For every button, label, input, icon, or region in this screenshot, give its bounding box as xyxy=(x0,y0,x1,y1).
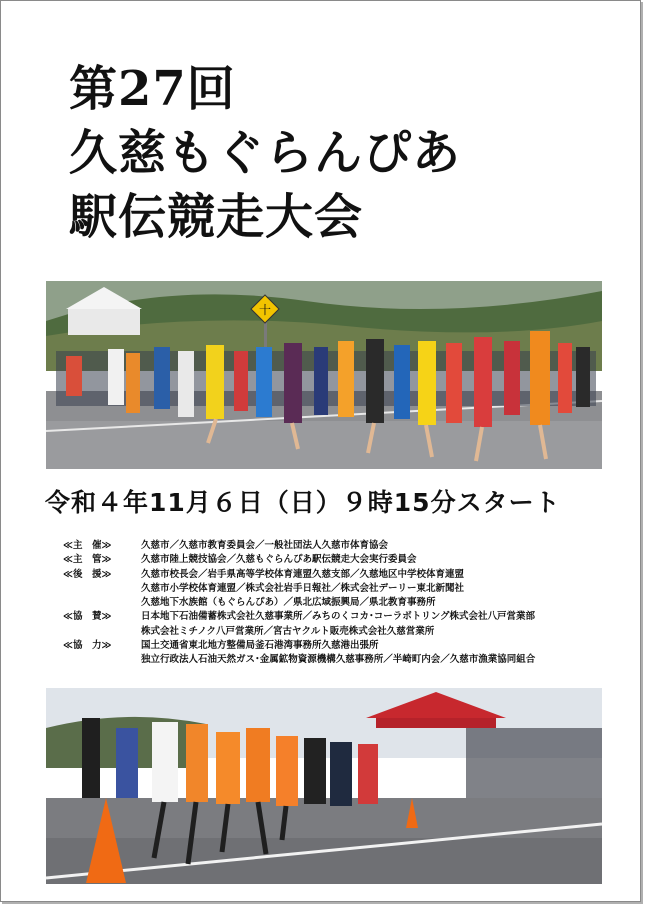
organizer-names: 株式会社ミチノク八戸営業所／宮古ヤクルト販売株式会社久慈営業所 xyxy=(141,625,435,637)
organizer-names: 久慈地下水族館（もぐらんぴあ）／県北広域振興局／県北教育事務所 xyxy=(141,597,436,609)
title-line-3: 駅伝競走大会 xyxy=(69,189,364,245)
organizer-row xyxy=(63,568,535,582)
organizer-role: ≪後 援≫ xyxy=(63,568,112,580)
organizer-names: 久慈市陸上競技協会／久慈もぐらんぴあ駅伝競走大会実行委員会 xyxy=(141,554,417,566)
organizer-names: 国土交通省東北地方整備局釜石港湾事務所久慈港出張所 xyxy=(141,640,379,652)
title-line-2: 久慈もぐらんぴあ xyxy=(69,125,462,181)
organizer-row xyxy=(63,596,535,610)
organizer-names: 久慈市校長会／岩手県高等学校体育連盟久慈支部／久慈地区中学校体育連盟 xyxy=(141,568,465,580)
organizer-role: ≪協 賛≫ xyxy=(63,611,112,623)
organizer-role xyxy=(63,653,141,667)
organizer-row xyxy=(63,625,535,639)
organizer-names: 久慈市小学校体育連盟／株式会社岩手日報社／株式会社デーリー東北新聞社 xyxy=(141,582,465,594)
event-date-time: 令和４年11月６日（日）９時15分スタート xyxy=(45,488,561,517)
organizer-names: 久慈市／久慈市教育委員会／一般社団法人久慈市体育協会 xyxy=(141,540,389,551)
organizer-row xyxy=(63,610,535,624)
organizer-role xyxy=(63,596,141,610)
organizer-row xyxy=(63,582,535,596)
organizer-role xyxy=(63,625,141,639)
organizer-names: 日本地下石油備蓄株式会社久慈事業所／みちのくコカ･コーラボトリング株式会社八戸営業部 xyxy=(141,611,536,623)
event-title xyxy=(69,57,461,249)
organizer-list xyxy=(63,539,535,668)
organizer-row xyxy=(63,539,535,553)
organizer-row xyxy=(63,639,535,653)
road-sign-text: 十 xyxy=(258,303,272,317)
organizer-role: ≪協 力≫ xyxy=(63,640,112,652)
organizer-role: ≪主 管≫ xyxy=(63,554,112,566)
race-start-photo xyxy=(46,281,602,469)
organizer-row xyxy=(63,653,535,667)
title-line-1: 第27回 xyxy=(69,61,236,117)
organizer-role: ≪主 催≫ xyxy=(63,540,112,551)
organizer-role xyxy=(63,582,141,596)
organizer-names: 独立行政法人石油天然ガス･金属鉱物資源機構久慈事務所／半崎町内会／久慈市漁業協同組合 xyxy=(141,654,536,666)
kids-start-photo xyxy=(46,688,602,884)
organizer-row xyxy=(63,553,535,567)
